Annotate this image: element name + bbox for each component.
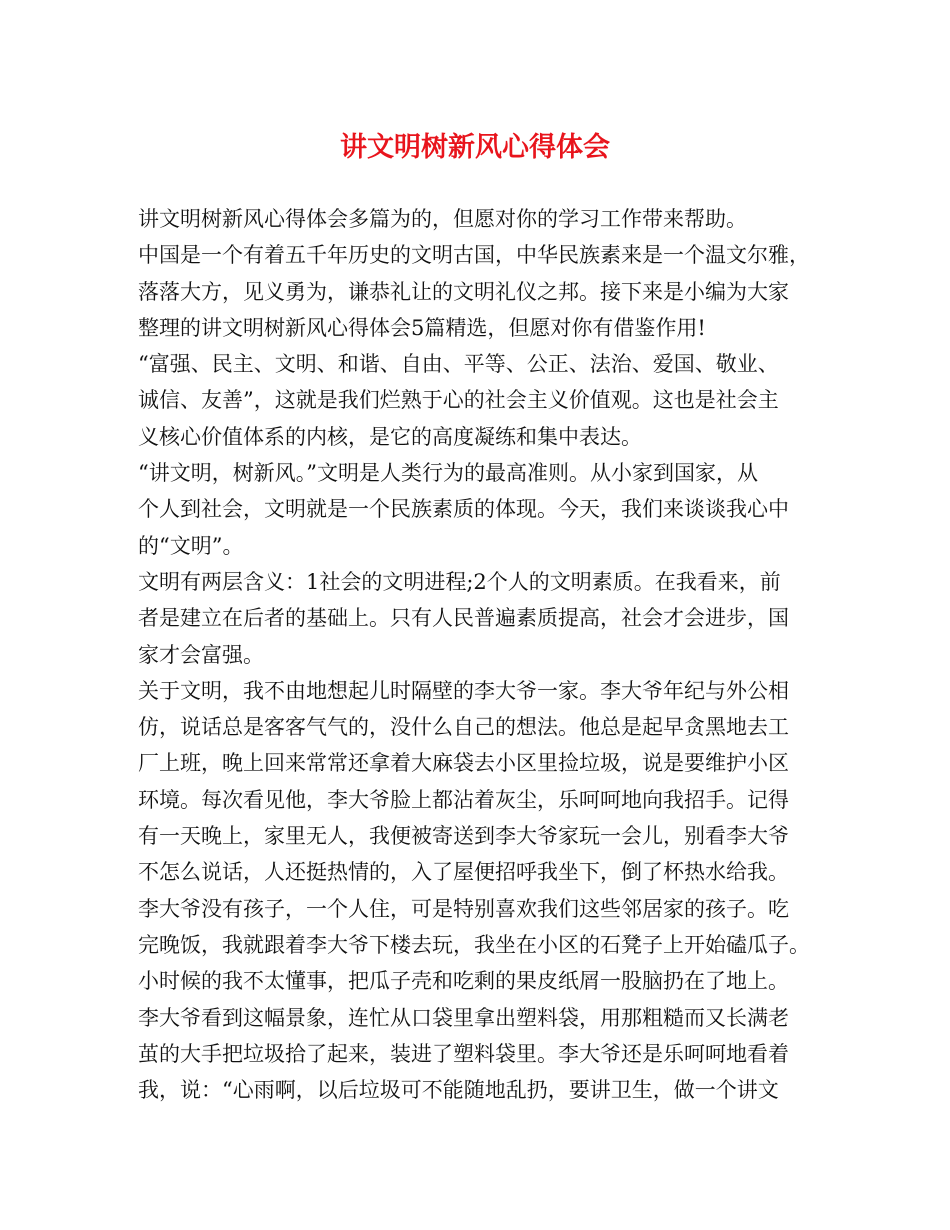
body-line: 仿，说话总是客客气气的，没什么自己的想法。他总是起早贪黑地去工 [138, 715, 789, 740]
document-body [138, 201, 838, 1108]
body-line: 整理的讲文明树新风心得体会5篇精选，但愿对你有借鉴作用! [138, 315, 706, 340]
body-line: 的“文明”。 [138, 533, 244, 558]
body-line: 义核心价值体系的内核，是它的高度凝练和集中表达。 [138, 424, 642, 449]
body-line: 中国是一个有着五千年历史的文明古国，中华民族素来是一个温文尔雅， [138, 243, 810, 268]
body-line: 文明有两层含义：1社会的文明进程;2个人的文明素质。在我看来，前 [138, 569, 781, 594]
body-line: 诚信、友善”，这就是我们烂熟于心的社会主义价值观。这也是社会主 [138, 388, 779, 413]
body-line: 厂上班，晚上回来常常还拿着大麻袋去小区里捡垃圾，说是要维护小区 [138, 751, 789, 776]
body-line: 个人到社会，文明就是一个民族素质的体现。今天，我们来谈谈我心中 [138, 497, 789, 522]
body-line: 讲文明树新风心得体会多篇为的，但愿对你的学习工作带来帮助。 [138, 207, 747, 231]
body-line: 李大爷没有孩子，一个人住，可是特别喜欢我们这些邻居家的孩子。吃 [138, 896, 789, 921]
body-line: 关于文明，我不由地想起儿时隔壁的李大爷一家。李大爷年纪与外公相 [138, 678, 789, 703]
body-line: “富强、民主、文明、和谐、自由、平等、公正、法治、爱国、敬业、 [138, 352, 779, 377]
body-line: 家才会富强。 [138, 642, 264, 667]
body-line: 环境。每次看见他，李大爷脸上都沾着灰尘，乐呵呵地向我招手。记得 [138, 787, 789, 812]
body-line: 有一天晚上，家里无人，我便被寄送到李大爷家玩一会儿，别看李大爷 [138, 824, 789, 849]
body-line: 者是建立在后者的基础上。只有人民普遍素质提高，社会才会进步，国 [138, 606, 789, 631]
body-line: 我，说：“心雨啊，以后垃圾可不能随地乱扔，要讲卫生，做一个讲文 [138, 1078, 779, 1103]
body-line: 李大爷看到这幅景象，连忙从口袋里拿出塑料袋，用那粗糙而又长满老 [138, 1005, 789, 1030]
body-line: 完晚饭，我就跟着李大爷下楼去玩，我坐在小区的石凳子上开始磕瓜子。 [138, 932, 810, 957]
body-line: 落落大方，见义勇为，谦恭礼让的文明礼仪之邦。接下来是小编为大家 [138, 279, 789, 304]
body-line: 茧的大手把垃圾拾了起来，装进了塑料袋里。李大爷还是乐呵呵地看着 [138, 1041, 789, 1066]
body-line: 小时候的我不太懂事，把瓜子壳和吃剩的果皮纸屑一股脑扔在了地上。 [138, 969, 789, 994]
document-title: 讲文明树新风心得体会 [340, 132, 610, 163]
body-line: 不怎么说话，人还挺热情的，入了屋便招呼我坐下，倒了杯热水给我。 [138, 860, 789, 885]
body-line: “讲文明，树新风。”文明是人类行为的最高准则。从小家到国家，从 [138, 461, 758, 486]
